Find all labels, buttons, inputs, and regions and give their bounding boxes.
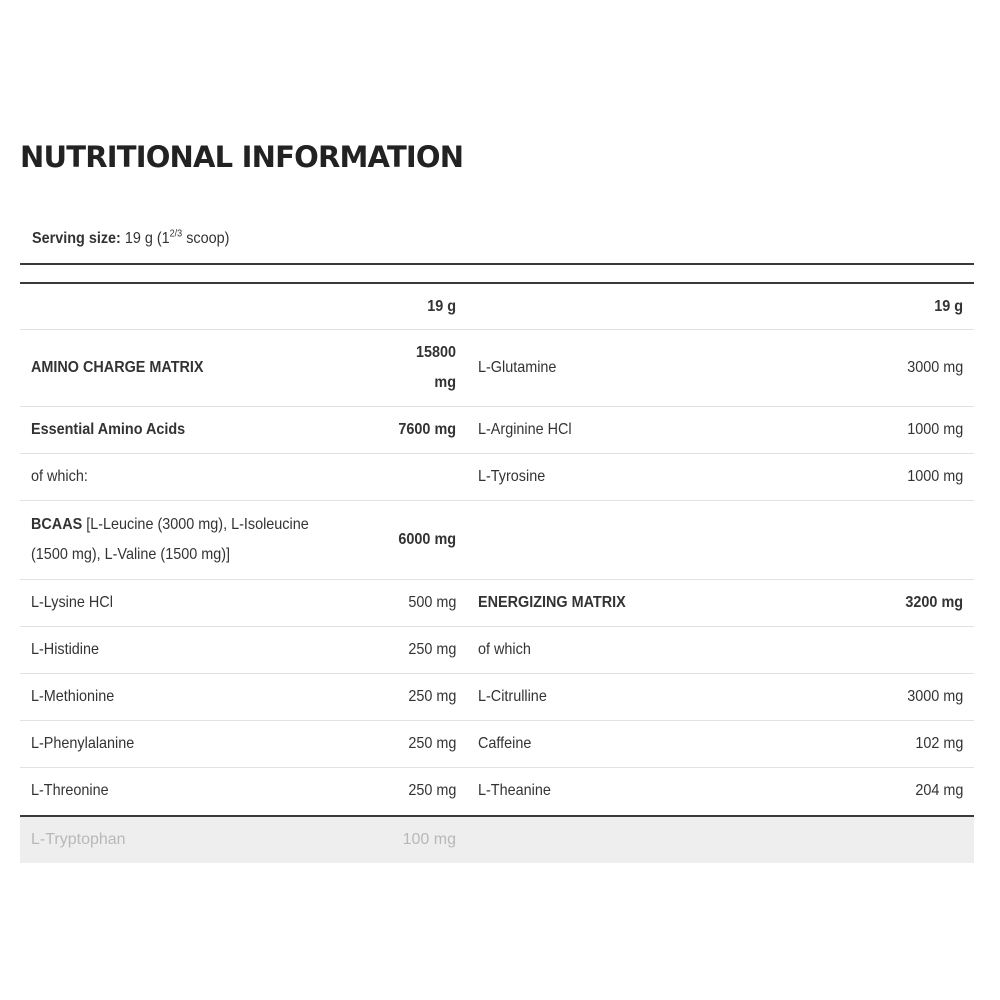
row-left-name: L-Histidine [20, 627, 378, 674]
table-row [20, 674, 974, 721]
row-right-value: 3000 mg [794, 330, 974, 407]
table-row [20, 454, 974, 501]
row-right-name: L-Glutamine [467, 330, 794, 407]
table-row [20, 768, 974, 815]
row-right-value [794, 501, 974, 580]
top-rule [20, 263, 974, 265]
row-right-name: ENERGIZING MATRIX [467, 580, 794, 627]
row-right-name: L-Theanine [478, 782, 551, 799]
header-amount-right: 19 g [794, 284, 974, 330]
row-right-value: 3200 mg [794, 580, 974, 627]
serving-size-fraction: 2/3 [169, 228, 183, 240]
row-right-value [794, 627, 974, 674]
table-header-row [20, 284, 974, 330]
bcaas-detail: [L-Leucine (3000 mg), L-Isoleucine (1500 mg), L-Valine (1500 mg)] [31, 516, 309, 563]
row-left-name: L-Methionine [20, 674, 378, 721]
faded-row-name: L-Tryptophan [31, 831, 126, 848]
row-left-value: 250 mg [378, 721, 467, 768]
table-row [20, 407, 974, 454]
row-left-name: Essential Amino Acids [20, 407, 378, 454]
row-right-name: Caffeine [467, 721, 794, 768]
header-amount-left: 19 g [378, 284, 467, 330]
table-row [20, 721, 974, 768]
row-left-value: 500 mg [378, 580, 467, 627]
row-right-value: 102 mg [794, 721, 974, 768]
row-left-name: of which: [20, 454, 378, 501]
row-left-value: 6000 mg [378, 501, 467, 580]
row-left-name: AMINO CHARGE MATRIX [20, 330, 378, 407]
row-left-value: 7600 mg [378, 407, 467, 454]
row-right-value: 204 mg [914, 782, 963, 799]
serving-size-unit: scoop) [182, 230, 230, 247]
serving-size-value: 19 g (1 [120, 230, 170, 247]
faded-table-row [20, 815, 974, 863]
table-row [20, 627, 974, 674]
row-left-name: L-Threonine [31, 782, 109, 799]
row-left-value: 250 mg [407, 782, 456, 799]
row-right-value: 3000 mg [794, 674, 974, 721]
row-right-name [467, 501, 794, 580]
row-left-name: L-Phenylalanine [20, 721, 378, 768]
faded-row-value: 100 mg [402, 831, 456, 848]
row-left-value: 15800 mg [378, 330, 467, 407]
nutrition-table [20, 284, 974, 814]
serving-size [32, 230, 229, 248]
row-left-value: 250 mg [378, 627, 467, 674]
row-right-value: 1000 mg [794, 407, 974, 454]
table-row [20, 501, 974, 580]
row-right-name: L-Tyrosine [467, 454, 794, 501]
serving-size-label: Serving size: [32, 230, 121, 247]
table-row [20, 580, 974, 627]
row-left-name: L-Lysine HCl [20, 580, 378, 627]
bcaas-label: BCAAS [31, 516, 83, 533]
row-right-value: 1000 mg [794, 454, 974, 501]
row-left-value: 250 mg [378, 674, 467, 721]
row-right-name: L-Arginine HCl [467, 407, 794, 454]
table-row [20, 330, 974, 407]
row-right-name: L-Citrulline [467, 674, 794, 721]
page-title: NUTRITIONAL INFORMATION [20, 140, 464, 174]
row-left-name [20, 501, 378, 580]
row-right-name: of which [467, 627, 794, 674]
row-left-value [378, 454, 467, 501]
